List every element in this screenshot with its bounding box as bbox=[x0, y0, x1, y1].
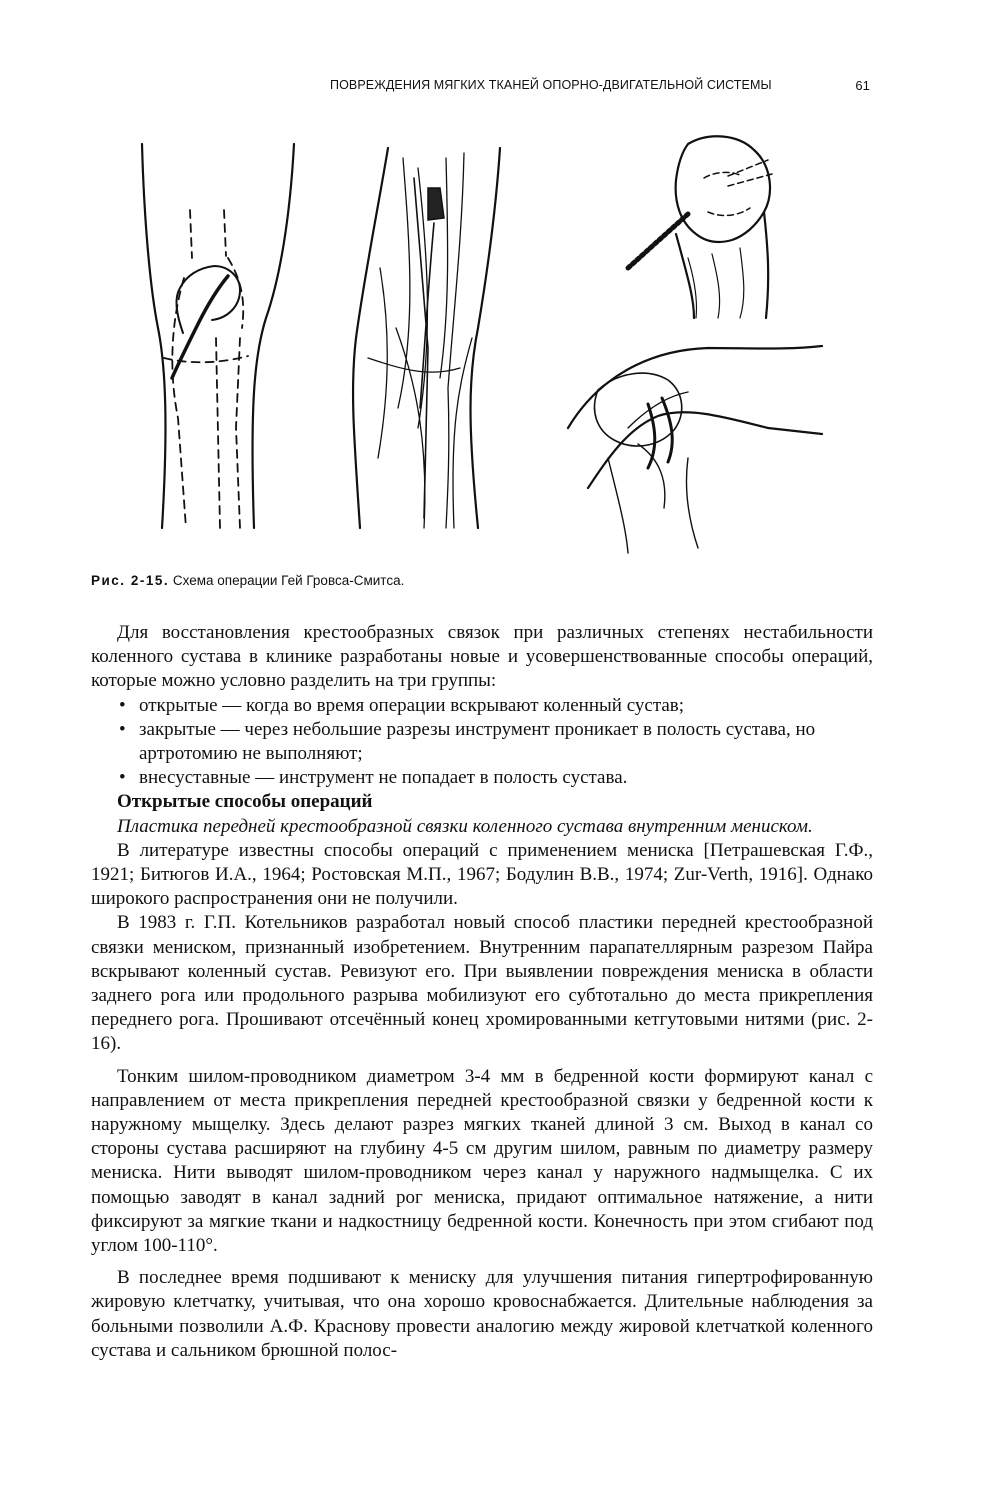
list-item: • открытые — когда во время операции вскрывают коленный сустав; bbox=[119, 694, 685, 716]
page-number: 61 bbox=[855, 78, 870, 93]
list-item: • закрытые — через небольшие разрезы инструмент проникает в полость сустава, но артротомию не выполняют; bbox=[119, 718, 816, 765]
paragraph: Тонким шилом-проводником диаметром 3-4 мм в бедренной кости формируют канал с направлением от места прикрепления передней крестообразной связки у бедренной кости к наружному мыщелку. Здесь делают разрез мягких тканей длиной 3 см. Выход в канал со стороны сустава расширяют на глубину 4-5 см другим шилом, равным по диаметру размеру мениска. Нити выводят шилом-проводником через канал у наружного надмыщелка. С их помощью заводят в канал задний рог мениска, придают оптимальное натяжение, а нити фиксируют за мягкие ткани и надкостницу бедренной кости. Конечность при этом сгибают под углом 100-110°. bbox=[91, 1065, 873, 1257]
paragraph: В литературе известны способы операций с применением мениска [Петрашевская Г.Ф., 1921; Битюгов И.А., 1964; Ростовская М.П., 1967; Бодулин В.В., 1974; Zur-Verth, 1916]. Однако широкого распространения они не получили. bbox=[91, 839, 873, 910]
section-heading: Открытые способы операций bbox=[117, 791, 373, 813]
knee-surgery-drawings bbox=[128, 128, 828, 563]
paragraph: В последнее время подшивают к мениску для улучшения питания гипертрофированную жировую клетчатку, учитывая, что она хорошо кровоснабжается. Длительные наблюдения за больными позволили А.Ф. Краснову провести аналогию между жировой клетчаткой коленного сустава и сальником брюшной полос- bbox=[91, 1267, 873, 1361]
joint-drill-drawing bbox=[628, 136, 772, 318]
figure-illustration bbox=[128, 128, 828, 563]
paragraph: В 1983 г. Г.П. Котельников разработал новый способ пластики передней крестообразной связки мениском, признанный изобретением. Внутренним парапателлярным разрезом Пайра вскрывают коленный сустав. Ревизуют его. При выявлении повреждения мениска в области заднего рога или продольного разрыва мобилизуют его субтотально до места прикрепления переднего рога. Прошивают отсечённый конец хромированными кетгутовыми нитями (рис. 2-16). bbox=[91, 912, 873, 1055]
methods-list bbox=[91, 694, 873, 791]
figure-caption-text: Схема операции Гей Гровса-Смитса. bbox=[172, 573, 405, 588]
list-item: • внесуставные — инструмент не попадает в полость сустава. bbox=[119, 767, 628, 789]
intro-paragraph: Для восстановления крестообразных связок при различных степенях нестабильности коленного сустава в клинике разработаны новые и усовершенствованные способы операций, которые можно условно разделить на три группы: bbox=[91, 622, 873, 692]
bent-knee-drawing bbox=[568, 346, 822, 553]
running-title: ПОВРЕЖДЕНИЯ МЯГКИХ ТКАНЕЙ ОПОРНО-ДВИГАТЕЛЬНОЙ СИСТЕМЫ bbox=[330, 78, 772, 92]
muscle-anatomy-drawing bbox=[353, 148, 500, 528]
figure-caption bbox=[91, 573, 404, 588]
figure-label: Рис. 2-15. bbox=[91, 573, 170, 588]
knee-outline-drawing bbox=[142, 144, 294, 528]
body-text bbox=[91, 621, 873, 1363]
subsection-heading: Пластика передней крестообразной связки коленного сустава внутренним мениском. bbox=[117, 815, 813, 837]
